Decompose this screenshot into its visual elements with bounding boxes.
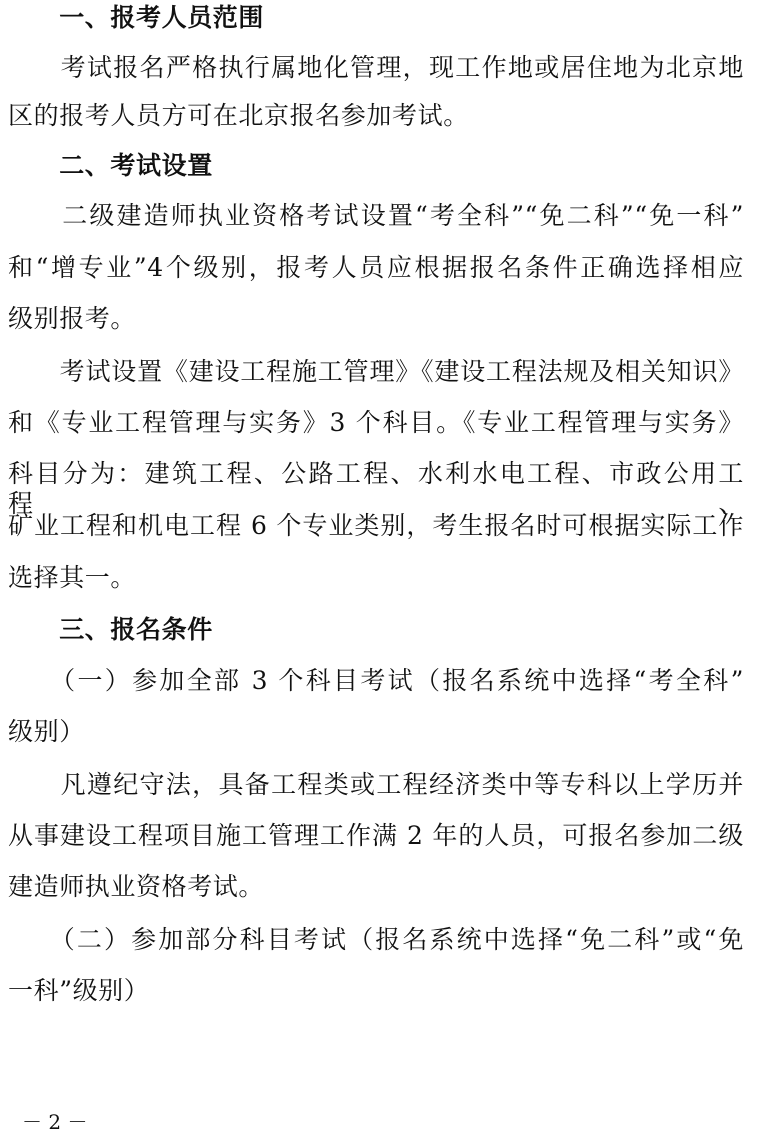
paragraph-line: 级别） xyxy=(8,717,85,746)
paragraph-line: 二级建造师执业资格考试设置“考全科”“免二科”“免一科” xyxy=(8,201,744,230)
paragraph-line: 和“增专业”4个级别，报考人员应根据报名条件正确选择相应 xyxy=(8,253,744,282)
paragraph-line: 考试设置《建设工程施工管理》《建设工程法规及相关知识》 xyxy=(8,357,744,386)
paragraph-line: 和《专业工程管理与实务》3 个科目。《专业工程管理与实务》 xyxy=(8,408,744,437)
paragraph-line: 矿业工程和机电工程 6 个专业类别，考生报名时可根据实际工作 xyxy=(8,511,744,540)
paragraph-line: 选择其一。 xyxy=(8,563,137,592)
paragraph-line: 从事建设工程项目施工管理工作满 2 年的人员，可报名参加二级 xyxy=(8,821,744,850)
paragraph-line: 科目分为：建筑工程、公路工程、水利水电工程、市政公用工程、 xyxy=(8,459,744,518)
section-heading-2: 二、考试设置 xyxy=(8,151,213,180)
paragraph-line: 建造师执业资格考试。 xyxy=(8,872,265,901)
section-heading-3: 三、报名条件 xyxy=(8,615,213,644)
paragraph-line: 考试报名严格执行属地化管理，现工作地或居住地为北京地 xyxy=(8,53,744,82)
paragraph-line: 凡遵纪守法，具备工程类或工程经济类中等专科以上学历并 xyxy=(8,770,744,799)
paragraph-line: 级别报考。 xyxy=(8,304,137,333)
paragraph-line: 区的报考人员方可在北京报名参加考试。 xyxy=(8,101,469,130)
subsection-heading-2: （二）参加部分科目考试（报名系统中选择“免二科”或“免 xyxy=(8,925,744,954)
section-heading-1: 一、报考人员范围 xyxy=(8,3,265,32)
paragraph-line: 一科”级别） xyxy=(8,976,150,1005)
page-number: － 2 － xyxy=(22,1110,88,1134)
subsection-heading-1: （一）参加全部 3 个科目考试（报名系统中选择“考全科” xyxy=(8,666,744,695)
